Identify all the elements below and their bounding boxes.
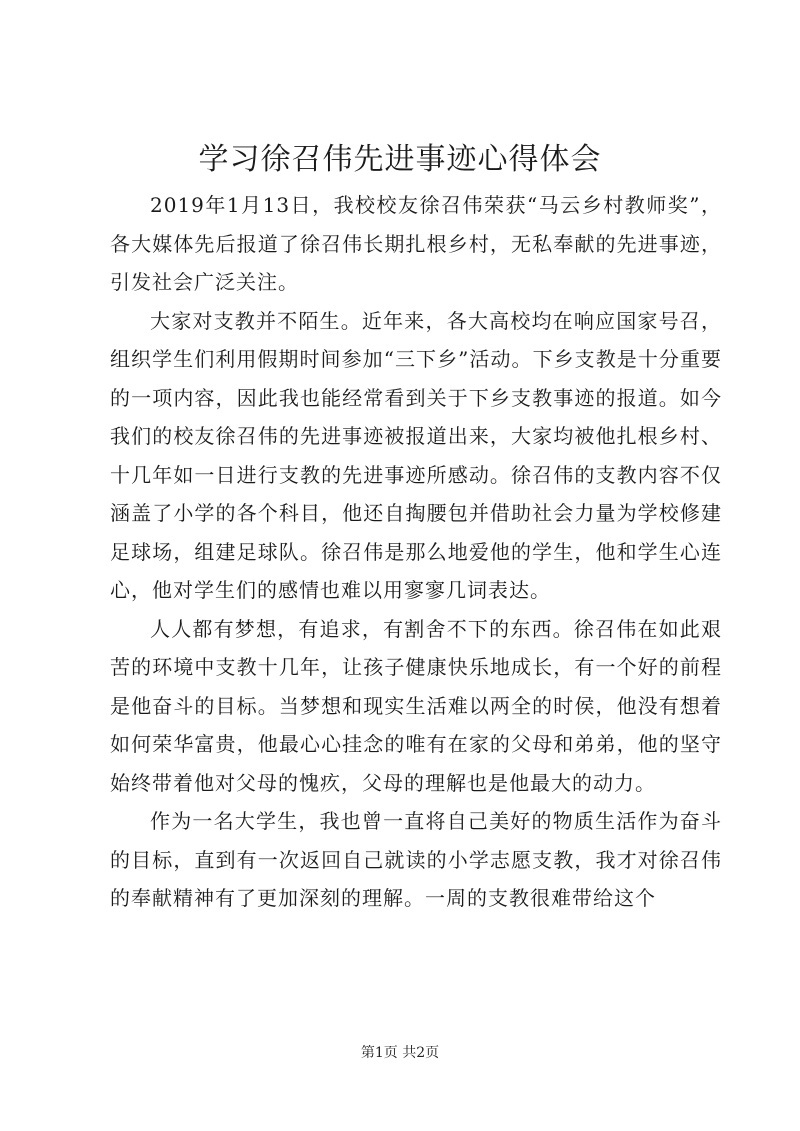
paragraph-2: 大家对支教并不陌生。近年来，各大高校均在响应国家号召，组织学生们利用假期时间参加“三下乡”活动。下乡支教是十分重要的一项内容，因此我也能经常看到关于下乡支教事迹的报道。如今我们的校友徐召伟的先进事迹被报道出来，大家均被他扎根乡村、十几年如一日进行支教的先进事迹所感动。徐召伟的支教内容不仅涵盖了小学的各个科目，他还自掏腰包并借助社会力量为学校修建足球场，组建足球队。徐召伟是那么地爱他的学生，他和学生心连心，他对学生们的感情也难以用寥寥几词表达。: [110, 308, 722, 602]
page-footer: 第1页 共2页: [360, 1045, 440, 1061]
document-title: 学习徐召伟先进事迹心得体会: [198, 142, 602, 177]
document-body: [110, 186, 722, 918]
paragraph-1: 2019年1月13日，我校校友徐召伟荣获“马云乡村教师奖”，各大媒体先后报道了徐召伟长期扎根乡村，无私奉献的先进事迹，引发社会广泛关注。: [110, 193, 722, 294]
paragraph-4: 作为一名大学生，我也曾一直将自己美好的物质生活作为奋斗的目标，直到有一次返回自己就读的小学志愿支教，我才对徐召伟的奉献精神有了更加深刻的理解。一周的支教很难带给这个: [110, 809, 722, 910]
paragraph-3: 人人都有梦想，有追求，有割舍不下的东西。徐召伟在如此艰苦的环境中支教十几年，让孩子健康快乐地成长，有一个好的前程是他奋斗的目标。当梦想和现实生活难以两全的时侯，他没有想着如何荣华富贵，他最心心挂念的唯有在家的父母和弟弟，他的坚守始终带着他对父母的愧疚，父母的理解也是他最大的动力。: [110, 616, 722, 795]
